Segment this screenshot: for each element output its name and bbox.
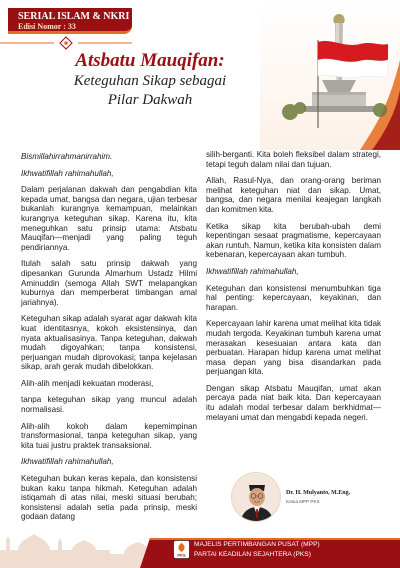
article-subtitle-line2: Pilar Dakwah bbox=[107, 92, 193, 108]
article-subtitle-line1: Keteguhan Sikap sebagai bbox=[73, 73, 227, 89]
author-name: Dr. H. Mulyanto, M.Eng. bbox=[286, 490, 351, 496]
paragraph: silih-berganti. Kita boleh fleksibel dalam strategi, tetapi teguh dalam nilai dan tujuan. bbox=[206, 150, 381, 169]
pks-logo-icon bbox=[173, 540, 190, 559]
paragraph: Bismillahirrahmanirrahim. bbox=[21, 152, 113, 161]
paragraph: Keteguhan bukan keras kepala, dan konsistensi bukan kaku tanpa hikmah. Keteguhan adalah istiqamah di atas nilai, meski situasi berubah; konsistensi adalah setia pada prinsip, meski godaan datang bbox=[21, 474, 197, 522]
paragraph: Keteguhan sikap adalah syarat agar dakwah kita kuat identitasnya, kokoh eksistensinya, dan nyata aktualisasinya. Tanpa keteguhan, dakwah mudah digoyahkan; tanpa konsistensi, perjuangan mudah diprovokasi; tanpa kejelasan sikap, arah gerak mudah dibelokkan. bbox=[21, 314, 197, 372]
ornament-divider bbox=[0, 36, 132, 50]
footer-band bbox=[0, 528, 400, 568]
author-role: Ketua MPP PKS bbox=[286, 499, 320, 504]
article-subtitle bbox=[50, 72, 250, 110]
paragraph: Ikhwatifillah rahimahullah, bbox=[21, 457, 114, 467]
paragraph: tanpa keteguhan sikap yang muncul adalah normalisasi. bbox=[21, 395, 197, 415]
paragraph: Ikhwatifillah rahimahullah, bbox=[21, 168, 114, 178]
paragraph: Allah, Rasul-Nya, dan orang-orang beriman melihat keteguhan niat dan sikap. Umat, bangsa, dan negara menilai keajegan langkah dan komitmen kita. bbox=[206, 176, 381, 214]
series-edition: Edisi Nomor : 33 bbox=[18, 22, 76, 31]
paragraph: Alih-alih kokoh dalam kepemimpinan transformasional, tanpa keteguhan sikap, yang kita tuai justru praktek transaksional. bbox=[21, 421, 197, 450]
paragraph: Dalam perjalanan dakwah dan pengabdian kita kepada umat, bangsa dan negara, ujian terbesar bukanlah kurangnya kemampuan, melainkan kurangnya keteguhan sikap. Karena itu, kita meneguhkan satu prinsip utama: Atsbatu Mauqifan—menjadi yang paling teguh pendiriannya. bbox=[21, 185, 197, 252]
monas-monument-image bbox=[260, 0, 400, 150]
paragraph: Ketika sikap kita berubah-ubah demi kepentingan sesaat pragmatisme, kepercayaan akan runtuh. Namun, ketika kita konsisten dalam kebenaran, kepercayaan akan tumbuh. bbox=[206, 221, 381, 260]
footer-org-line1: MAJELIS PERTIMBANGAN PUSAT (MPP) bbox=[194, 541, 320, 548]
paragraph: Ikhwatifillah rahimahullah, bbox=[206, 266, 299, 276]
author-photo bbox=[231, 472, 281, 522]
paragraph: Kepercayaan lahir karena umat melihat kita tidak mudah tergoda. Keyakinan tumbuh karena umat merasakan kesesuaian antara kata dan perbuatan. Harapan hidup karena umat melihat masa depan yang bisa disandarkan pada perjuangan kita. bbox=[206, 319, 382, 377]
article-column-right bbox=[206, 150, 381, 429]
pks-logo-text: PKS bbox=[177, 552, 186, 558]
article-column-left bbox=[21, 152, 197, 529]
header bbox=[0, 0, 400, 150]
paragraph: Keteguhan dan konsistensi menumbuhkan tiga hal penting: kepercayaan, keyakinan, dan harapan. bbox=[206, 283, 381, 312]
series-title: SERIAL ISLAM & NKRI bbox=[18, 11, 130, 22]
paragraph: Itulah salah satu prinsip dakwah yang dipesankan Gurunda Almarhum Ustadz Hilmi Aminuddin (semoga Allah SWT melapangkan kuburnya dan memperberat timbangan amal jariahnya). bbox=[21, 259, 197, 307]
series-banner bbox=[8, 8, 132, 34]
paragraph: Dengan sikap Atsbatu Mauqifan, umat akan percaya pada niat baik kita. Dan kepercayaan itu adalah modal terbesar dalam berkhidmat—melayani umat dan mengabdi kepada negeri. bbox=[206, 383, 381, 422]
article-title: Atsbatu Mauqifan: bbox=[75, 50, 225, 71]
footer-org-line2: PARTAI KEADILAN SEJAHTERA (PKS) bbox=[194, 551, 311, 558]
paragraph: Alih-alih menjadi kekuatan moderasi, bbox=[21, 378, 154, 388]
